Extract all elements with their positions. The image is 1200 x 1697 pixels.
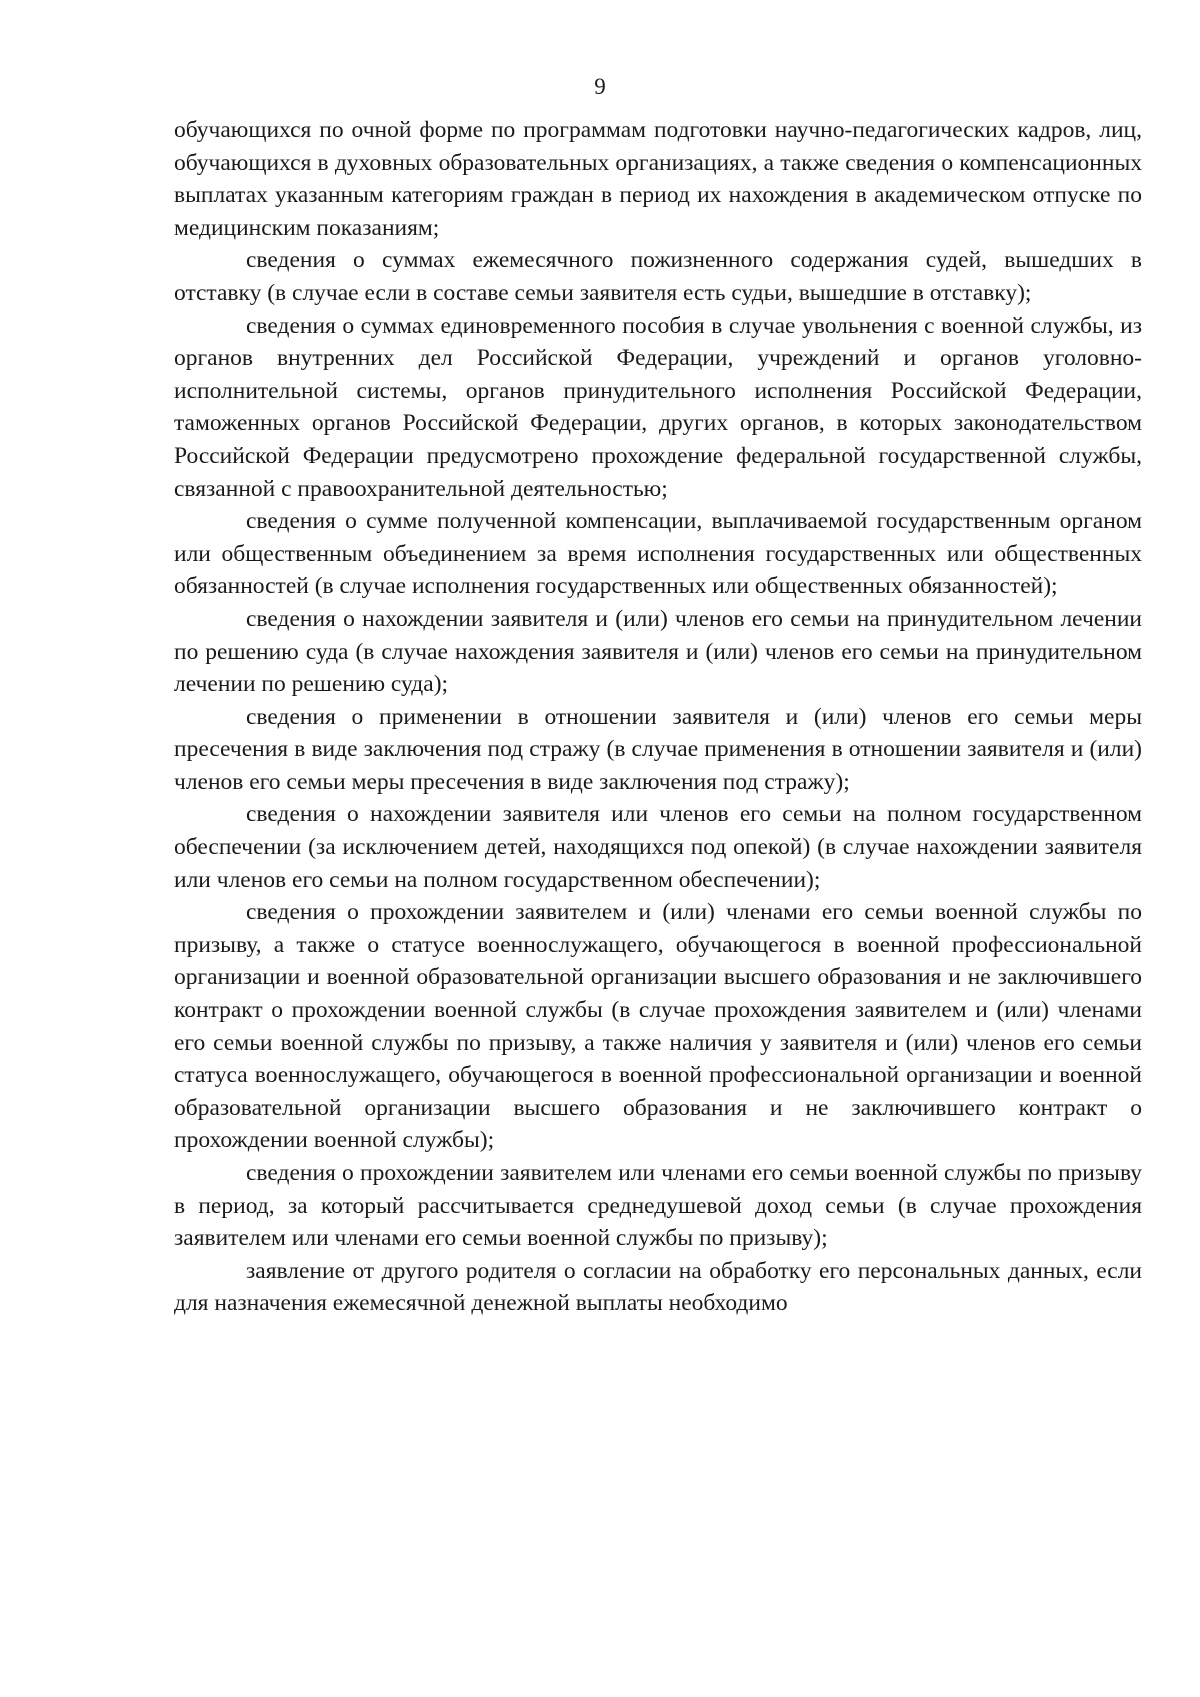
- paragraph-judges-maintenance: сведения о суммах ежемесячного пожизненного содержания судей, вышедших в отставку (в случае если в составе семьи заявителя есть судьи, вышедшие в отставку);: [174, 247, 1142, 306]
- paragraph-detention: сведения о применении в отношении заявителя и (или) членов его семьи меры пресечения в виде заключения под стражу (в случае применения в отношении заявителя и (или) членов его семьи меры пресечения в виде заключения под стражу);: [174, 703, 1142, 795]
- paragraph-military-service-status: сведения о прохождении заявителем и (или) членами его семьи военной службы по призыву, а также о статусе военнослужащего, обучающегося в военной профессиональной организации и военной образовательной организации высшего образования и не заключившего контракт о прохождении военной службы (в случае прохождения заявителем и (или) членами его семьи военной службы по призыву, а также наличия у заявителя и (или) членов его семьи статуса военнослужащего, обучающегося в военной профессиональной организации и военной образовательной организации высшего образования и не заключившего контракт о прохождении военной службы);: [174, 899, 1142, 1154]
- page-number: 9: [594, 74, 606, 99]
- paragraph-continuation: обучающихся по очной форме по программам подготовки научно-педагогических кадров, лиц, обучающихся в духовных образовательных организациях, а также сведения о компенсационных выплатах указанным категориям граждан в период их нахождения в академическом отпуске по медицинским показаниям;: [174, 117, 1142, 241]
- paragraph-severance-allowance: сведения о суммах единовременного пособия в случае увольнения с военной службы, из органов внутренних дел Российской Федерации, учреждений и органов уголовно-исполнительной системы, органов принудительного исполнения Российской Федерации, таможенных органов Российской Федерации, других органов, в которых законодательством Российской Федерации предусмотрено прохождение федеральной государственной службы, связанной с правоохранительной деятельностью;: [174, 312, 1142, 502]
- paragraph-compulsory-treatment: сведения о нахождении заявителя и (или) членов его семьи на принудительном лечении по решению суда (в случае нахождения заявителя и (или) членов его семьи на принудительном лечении по решению суда);: [174, 605, 1142, 698]
- paragraph-parent-consent: заявление от другого родителя о согласии на обработку его персональных данных, если для назначения ежемесячной денежной выплаты необходимо: [174, 1257, 1142, 1317]
- paragraph-duty-compensation: сведения о сумме полученной компенсации, выплачиваемой государственным органом или общественным объединением за время исполнения государственных или общественных обязанностей (в случае исполнения государственных или общественных обязанностей);: [174, 508, 1142, 600]
- paragraph-state-support: сведения о нахождении заявителя или членов его семьи на полном государственном обеспечении (за исключением детей, находящихся под опекой) (в случае нахождении заявителя или членов его семьи на полном государственном обеспечении);: [174, 801, 1142, 893]
- paragraph-military-service-period: сведения о прохождении заявителем или членами его семьи военной службы по призыву в период, за который рассчитывается среднедушевой доход семьи (в случае прохождения заявителем или членами его семьи военной службы по призыву);: [174, 1160, 1142, 1252]
- document-body: [174, 114, 1142, 1320]
